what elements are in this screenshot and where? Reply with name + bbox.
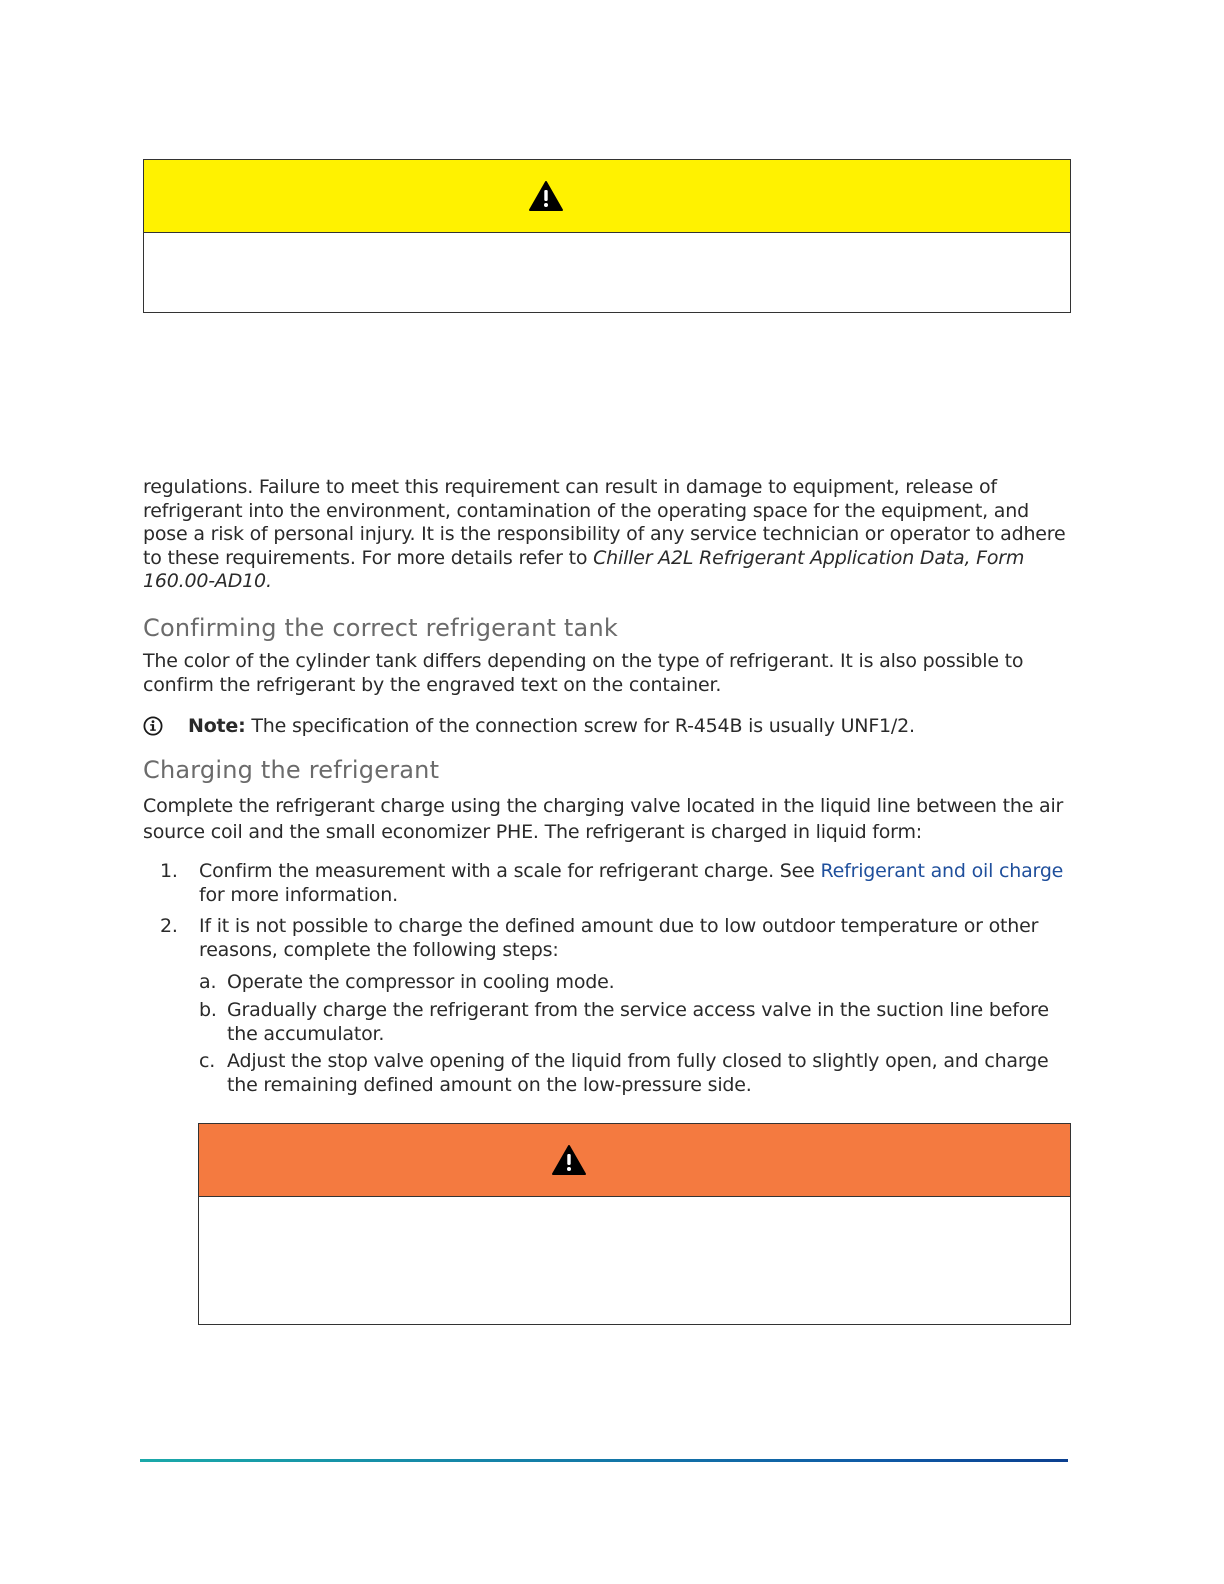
substep-text: Gradually charge the refrigerant from the service access valve in the suction line before the accumulator. <box>227 999 1049 1045</box>
refrigerant-oil-charge-link[interactable]: Refrigerant and oil charge <box>820 860 1064 882</box>
substep-letter: c. <box>199 1050 216 1072</box>
note-body: The specification of the connection screw for R-454B is usually UNF1/2. <box>245 715 915 737</box>
step-text: If it is not possible to charge the defined amount due to low outdoor temperature or other reasons, complete the following steps: <box>199 915 1039 961</box>
step-number: 2. <box>160 915 178 937</box>
tank-paragraph: The color of the cylinder tank differs depending on the type of refrigerant. It is also possible to confirm the refrigerant by the engraved text on the container. <box>143 650 1024 696</box>
note-row <box>143 713 1071 739</box>
substep-text: Adjust the stop valve opening of the liquid from fully closed to slightly open, and charge the remaining defined amount on the low-pressure side. <box>227 1050 1049 1096</box>
info-icon <box>143 716 163 736</box>
charging-paragraph: Complete the refrigerant charge using the charging valve located in the liquid line between the air source coil and the small economizer PHE. The refrigerant is charged in liquid form: <box>143 795 1064 843</box>
intro-text: regulations. Failure to meet this requirement can result in damage to equipment, release of refrigerant into the environment, contamination of the operating space for the equipment, and pose a risk of personal injury. It is the responsibility of any service technician or operator to adhere to these requirements. For more details refer to <box>143 476 1066 569</box>
step-number: 1. <box>160 860 178 882</box>
intro-paragraph <box>143 476 1071 594</box>
substep-text: Operate the compressor in cooling mode. <box>227 971 615 993</box>
caution-box <box>143 159 1071 313</box>
warning-triangle-icon <box>551 1144 587 1176</box>
warning-triangle-icon <box>528 180 564 212</box>
substep-letter: b. <box>199 999 217 1021</box>
warning-header-band <box>199 1124 1070 1197</box>
note-text <box>188 713 915 739</box>
warning-box <box>198 1123 1071 1325</box>
section-heading-charging: Charging the refrigerant <box>143 756 440 784</box>
step-text: Confirm the measurement with a scale for refrigerant charge. See Refrigerant and oil charge for more information. <box>199 860 1064 906</box>
note-label: Note: <box>188 715 246 737</box>
footer-rule <box>140 1459 1068 1462</box>
caution-header-band <box>144 160 1070 233</box>
form-reference: Chiller A2L Refrigerant Application Data, Form 160.00-AD10. <box>143 546 1025 592</box>
section-heading-tank: Confirming the correct refrigerant tank <box>143 614 618 642</box>
substep-letter: a. <box>199 971 217 993</box>
